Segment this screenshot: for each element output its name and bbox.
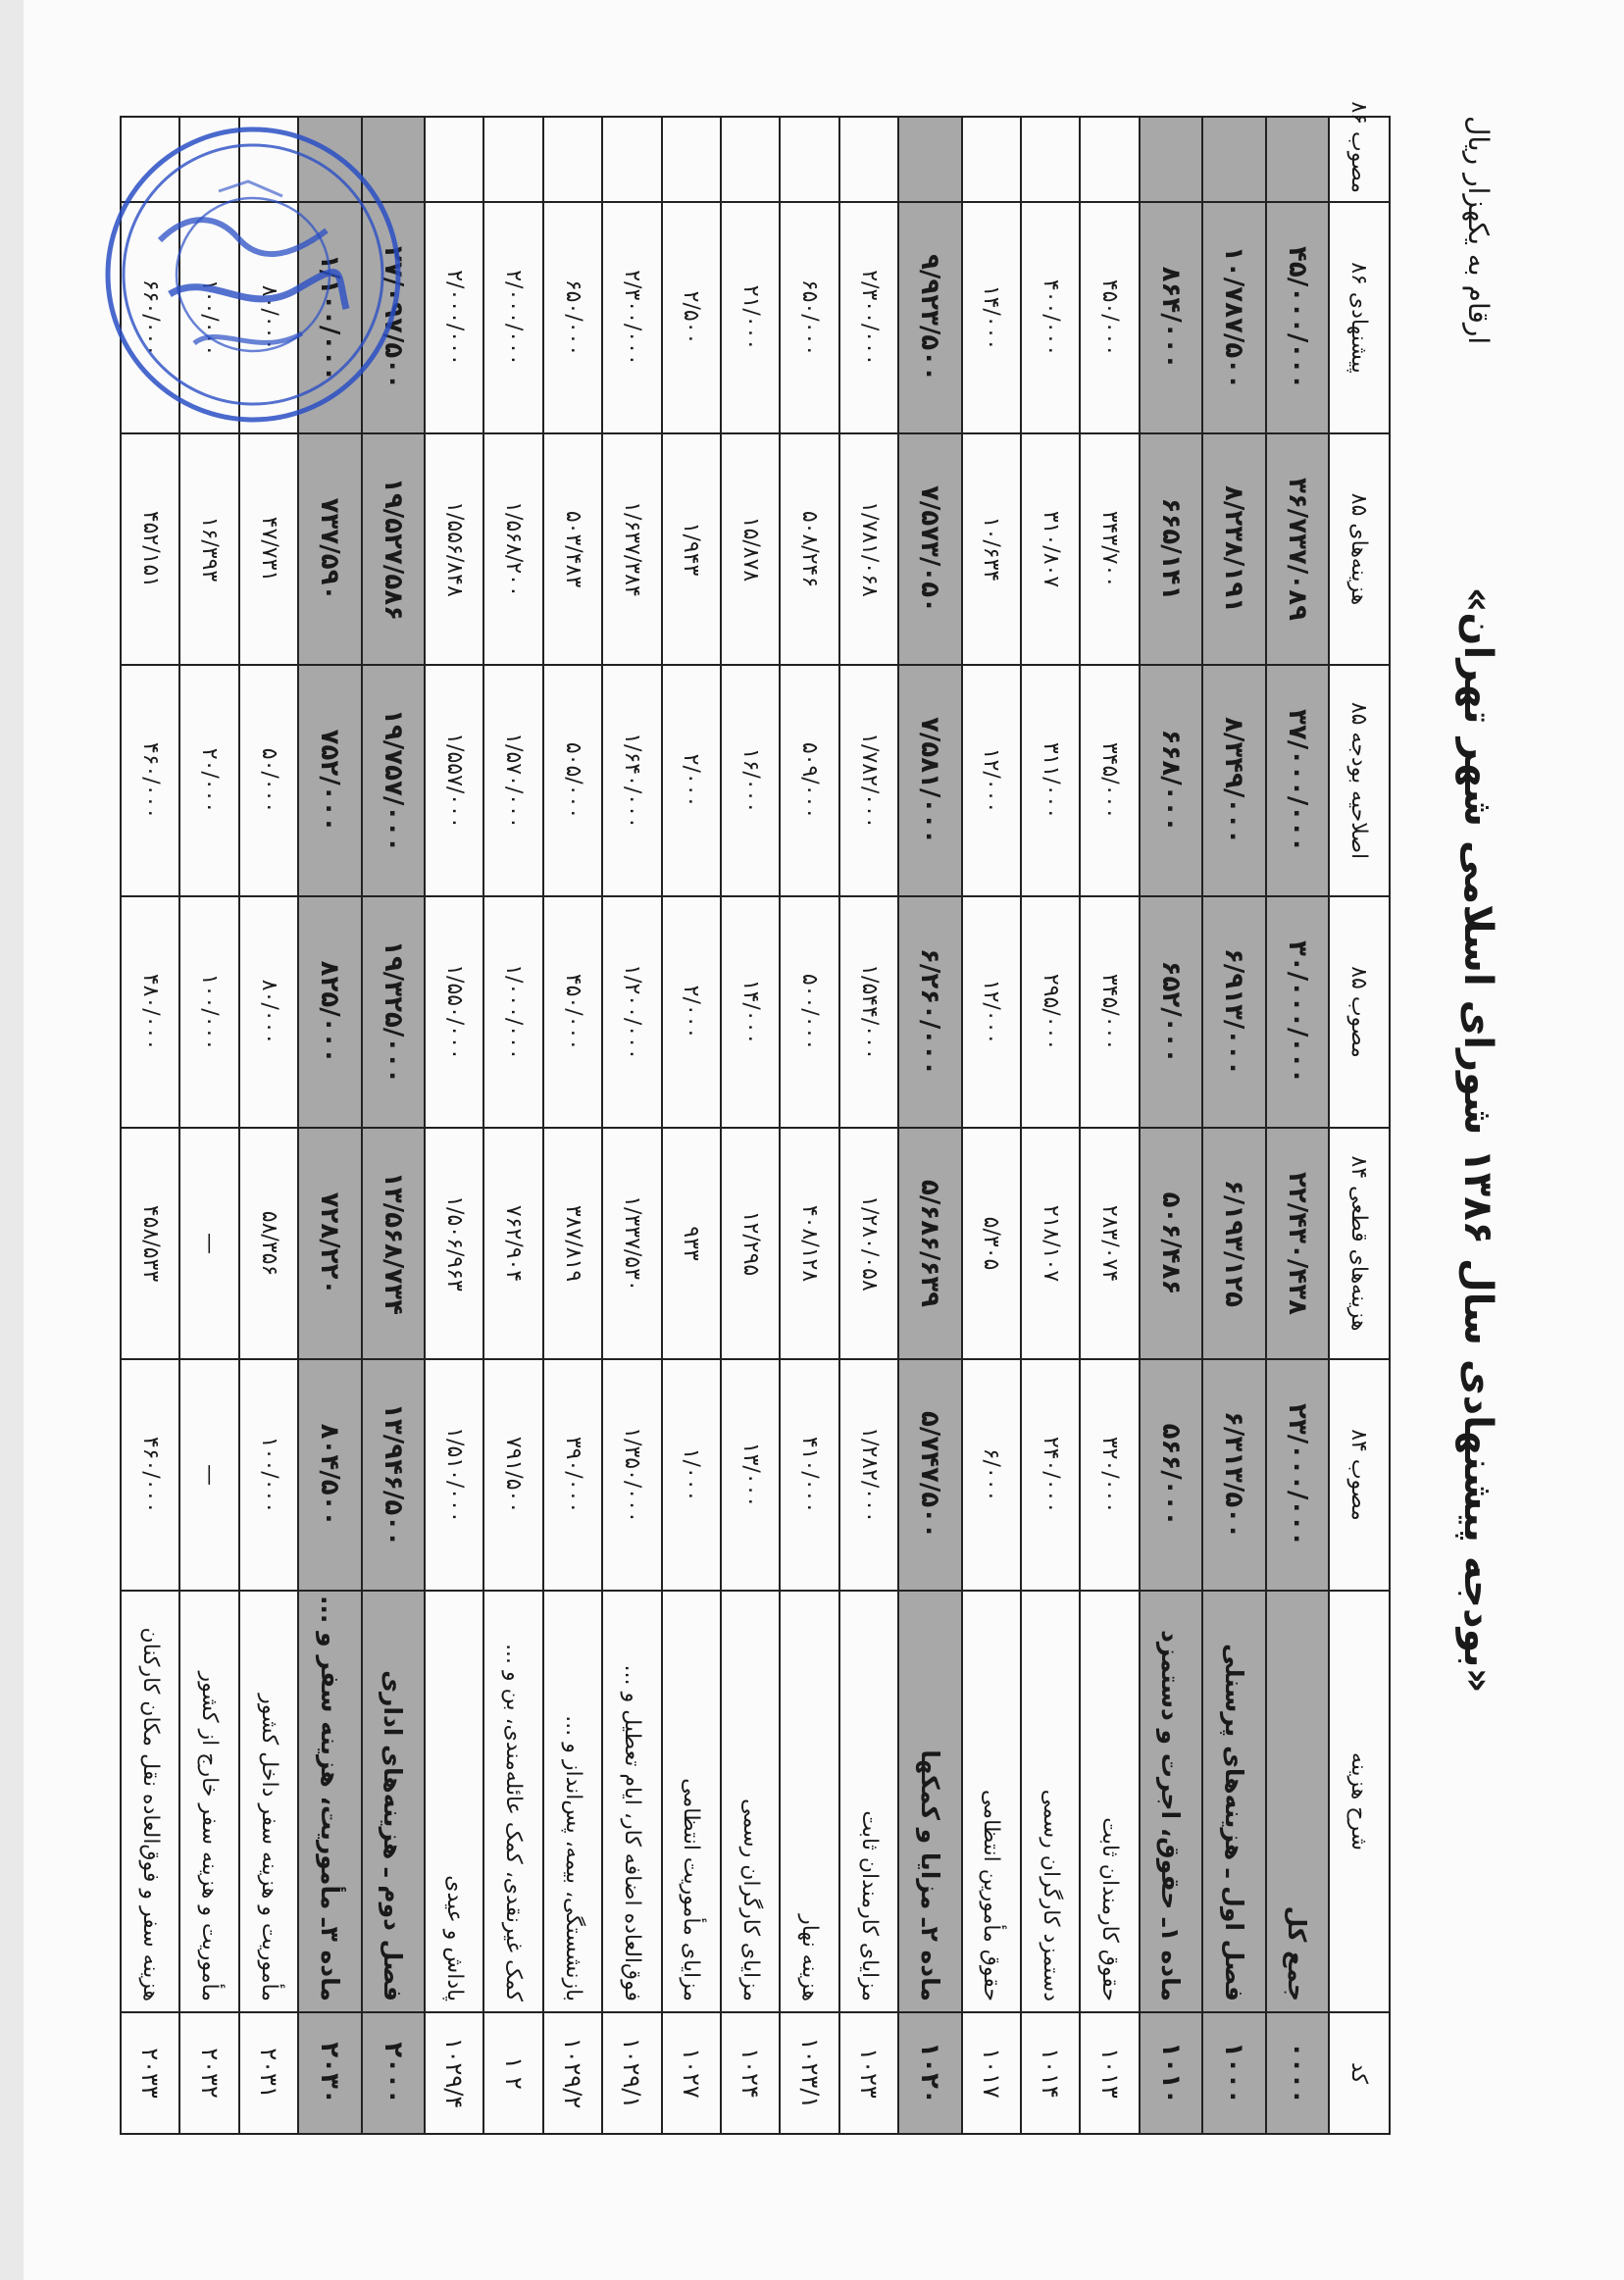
cell-approved-84: ۵/۷۴۷/۵۰۰ xyxy=(898,1359,961,1591)
cell-approved-86 xyxy=(1021,117,1080,202)
cell-actual-84: — xyxy=(179,1128,238,1359)
cell-actual-84: ۴۵۸/۵۳۳ xyxy=(121,1128,179,1359)
cell-approved-84: ۱/۰۰۰ xyxy=(662,1359,721,1591)
cell-description: بازنشستگی، بیمه، پس‌انداز و ... xyxy=(543,1591,602,2012)
cell-approved-85: ۱۰۰/۰۰۰ xyxy=(179,896,238,1128)
cell-description: مزایای کارمندان ثابت xyxy=(839,1591,898,2012)
cell-description: جمع کل xyxy=(1266,1591,1329,2012)
cell-proposed-86: ۴۵/۰۰۰/۰۰۰ xyxy=(1266,202,1329,433)
cell-approved-85: ۱/۵۵۰/۰۰۰ xyxy=(425,896,483,1128)
cell-proposed-86: ۲۱/۰۰۰ xyxy=(721,202,780,433)
cell-approved-84: — xyxy=(179,1359,238,1591)
cell-actual-84: ۱/۳۳۷/۵۳۰ xyxy=(602,1128,661,1359)
cell-approved-86 xyxy=(483,117,542,202)
cell-actual-84: ۷۲۸/۲۲۰ xyxy=(298,1128,361,1359)
cell-expenses-85: ۴۵۲/۱۵۱ xyxy=(121,433,179,665)
cell-amendment-85: ۱۹/۷۵۷/۰۰۰ xyxy=(362,665,425,896)
cell-expenses-85: ۶۶۵/۱۴۱ xyxy=(1140,433,1202,665)
cell-approved-84: ۲۴۰/۰۰۰ xyxy=(1021,1359,1080,1591)
units-note: ارقام به یکهزار ریال xyxy=(1462,116,1495,345)
cell-proposed-86: ۴۰۰/۰۰۰ xyxy=(1021,202,1080,433)
cell-approved-84: ۱۳/۹۴۶/۵۰۰ xyxy=(362,1359,425,1591)
cell-expenses-85: ۳۴۳/۷۰۰ xyxy=(1080,433,1139,665)
cell-expenses-85: ۱/۹۴۳ xyxy=(662,433,721,665)
cell-description: ماده ۳ـ مأموریت، هزینه سفر و ... xyxy=(298,1591,361,2012)
cell-approved-85: ۱/۵۴۴/۰۰۰ xyxy=(839,896,898,1128)
cell-code: ۲۰۳۰ xyxy=(298,2012,361,2134)
cell-amendment-85: ۲/۰۰۰ xyxy=(662,665,721,896)
cell-approved-86 xyxy=(543,117,602,202)
cell-approved-85: ۱۲/۰۰۰ xyxy=(962,896,1021,1128)
cell-approved-85: ۸۰/۰۰۰ xyxy=(239,896,298,1128)
cell-approved-85: ۳۰/۰۰۰/۰۰۰ xyxy=(1266,896,1329,1128)
cell-approved-85: ۶/۲۶۰/۰۰۰ xyxy=(898,896,961,1128)
cell-expenses-85: ۱/۶۳۷/۳۸۴ xyxy=(602,433,661,665)
cell-code: ۲۰۳۱ xyxy=(239,2012,298,2134)
cell-approved-84: ۱/۵۱۰/۰۰۰ xyxy=(425,1359,483,1591)
document-title: «بودجه پیشنهادی سال ۱۳۸۶ شورای اسلامی شهر تهران» xyxy=(1455,586,1500,1694)
cell-approved-85: ۶۵۲/۰۰۰ xyxy=(1140,896,1202,1128)
table-header-row xyxy=(1329,117,1390,2134)
table-row xyxy=(898,117,961,2134)
cell-description: هزینه نهار xyxy=(780,1591,838,2012)
cell-approved-85: ۱/۲۰۰/۰۰۰ xyxy=(602,896,661,1128)
header-expenses-85: هزینه‌های ۸۵ xyxy=(1329,433,1390,665)
cell-amendment-85: ۵۰۵/۰۰۰ xyxy=(543,665,602,896)
cell-approved-86 xyxy=(898,117,961,202)
cell-amendment-85: ۸/۳۴۹/۰۰۰ xyxy=(1202,665,1265,896)
cell-proposed-86: ۲/۵۰۰ xyxy=(662,202,721,433)
cell-code: ۱۰۱۰ xyxy=(1140,2012,1202,2134)
cell-code: ۰۰۰۰ xyxy=(1266,2012,1329,2134)
cell-description: فصل اول ـ هزینه‌های پرسنلی xyxy=(1202,1591,1265,2012)
table-row xyxy=(962,117,1021,2134)
cell-description: ماده ۱ـ حقوق، اجرت و دستمزد xyxy=(1140,1591,1202,2012)
cell-approved-86 xyxy=(1080,117,1139,202)
cell-expenses-85: ۱/۵۶۸/۲۰۰ xyxy=(483,433,542,665)
cell-code: ۱۰۲۰ xyxy=(898,2012,961,2134)
cell-approved-85: ۴۸۰/۰۰۰ xyxy=(121,896,179,1128)
cell-approved-84: ۵۶۶/۰۰۰ xyxy=(1140,1359,1202,1591)
cell-expenses-85: ۷۳۷/۵۹۰ xyxy=(298,433,361,665)
cell-proposed-86: ۲/۳۰۰/۰۰۰ xyxy=(839,202,898,433)
cell-amendment-85: ۳۷/۰۰۰/۰۰۰ xyxy=(1266,665,1329,896)
cell-description: حقوق کارمندان ثابت xyxy=(1080,1591,1139,2012)
cell-expenses-85: ۳۶/۷۳۷/۰۸۹ xyxy=(1266,433,1329,665)
cell-expenses-85: ۱۵/۸۷۸ xyxy=(721,433,780,665)
cell-approved-86 xyxy=(1140,117,1202,202)
table-row xyxy=(425,117,483,2134)
cell-amendment-85: ۱/۶۴۰/۰۰۰ xyxy=(602,665,661,896)
cell-amendment-85: ۶۶۸/۰۰۰ xyxy=(1140,665,1202,896)
cell-approved-84: ۸۰۴/۵۰۰ xyxy=(298,1359,361,1591)
header-code: کد xyxy=(1329,2012,1390,2134)
cell-proposed-86: ۶۵۰/۰۰۰ xyxy=(543,202,602,433)
cell-approved-86 xyxy=(425,117,483,202)
header-approved-85: مصوب ۸۵ xyxy=(1329,896,1390,1128)
table-row xyxy=(1080,117,1139,2134)
cell-proposed-86: ۱/۱۰۰/۰۰۰ xyxy=(298,202,361,433)
cell-expenses-85: ۳۱۰/۸۰۷ xyxy=(1021,433,1080,665)
cell-proposed-86: ۶۵۰/۰۰۰ xyxy=(780,202,838,433)
header-description: شرح هزینه xyxy=(1329,1591,1390,2012)
cell-amendment-85: ۱/۷۸۲/۰۰۰ xyxy=(839,665,898,896)
cell-amendment-85: ۷۵۲/۰۰۰ xyxy=(298,665,361,896)
cell-actual-84: ۲۱۸/۱۰۷ xyxy=(1021,1128,1080,1359)
cell-code: ۲۰۳۲ xyxy=(179,2012,238,2134)
cell-code: ۱۰۲۹/۱ xyxy=(602,2012,661,2134)
cell-amendment-85: ۱/۵۷۰/۰۰۰ xyxy=(483,665,542,896)
cell-proposed-86: ۱۰/۷۸۷/۵۰۰ xyxy=(1202,202,1265,433)
table-row xyxy=(602,117,661,2134)
cell-approved-85: ۴۵۰/۰۰۰ xyxy=(543,896,602,1128)
cell-description: فصل دوم ـ هزینه‌های اداری xyxy=(362,1591,425,2012)
cell-proposed-86: ۴۵۰/۰۰۰ xyxy=(1080,202,1139,433)
cell-approved-84: ۱۳/۰۰۰ xyxy=(721,1359,780,1591)
cell-actual-84: ۵۸/۳۵۶ xyxy=(239,1128,298,1359)
cell-amendment-85: ۴۶۰/۰۰۰ xyxy=(121,665,179,896)
cell-actual-84: ۲۲/۴۳۰/۴۳۸ xyxy=(1266,1128,1329,1359)
cell-approved-85: ۲/۰۰۰ xyxy=(662,896,721,1128)
cell-code: ۲۰۳۳ xyxy=(121,2012,179,2134)
cell-actual-84: ۱۲/۲۹۵ xyxy=(721,1128,780,1359)
cell-proposed-86: ۲/۳۰۰/۰۰۰ xyxy=(602,202,661,433)
cell-description: کمک غیرنقدی، کمک عائله‌مندی، بن و ... xyxy=(483,1591,542,2012)
cell-approved-84: ۶/۳۱۳/۵۰۰ xyxy=(1202,1359,1265,1591)
cell-actual-84: ۵۰۶/۴۸۶ xyxy=(1140,1128,1202,1359)
cell-approved-85: ۶/۹۱۳/۰۰۰ xyxy=(1202,896,1265,1128)
cell-approved-84: ۲۳/۰۰۰/۰۰۰ xyxy=(1266,1359,1329,1591)
cell-code: ۱۰۲۹/۴ xyxy=(425,2012,483,2134)
header-actual-84: هزینه‌های قطعی ۸۴ xyxy=(1329,1128,1390,1359)
table-row xyxy=(662,117,721,2134)
scan-edge xyxy=(0,0,24,2280)
cell-expenses-85: ۱/۷۸۱/۰۶۸ xyxy=(839,433,898,665)
cell-actual-84: ۴۰۸/۱۲۸ xyxy=(780,1128,838,1359)
cell-expenses-85: ۱۰/۶۳۴ xyxy=(962,433,1021,665)
cell-amendment-85: ۲۰/۰۰۰ xyxy=(179,665,238,896)
cell-approved-85: ۲۹۵/۰۰۰ xyxy=(1021,896,1080,1128)
cell-approved-86 xyxy=(721,117,780,202)
header-amendment-85: اصلاحیه بودجه ۸۵ xyxy=(1329,665,1390,896)
cell-code: ۱۰۲۷ xyxy=(662,2012,721,2134)
header-approved-84: مصوب ۸۴ xyxy=(1329,1359,1390,1591)
cell-amendment-85: ۳۱۱/۰۰۰ xyxy=(1021,665,1080,896)
cell-code: ۱۰۱۳ xyxy=(1080,2012,1139,2134)
cell-approved-84: ۷۹۱/۵۰۰ xyxy=(483,1359,542,1591)
cell-code: ۱۰۰۰ xyxy=(1202,2012,1265,2134)
cell-approved-85: ۳۴۵/۰۰۰ xyxy=(1080,896,1139,1128)
cell-amendment-85: ۷/۵۸۱/۰۰۰ xyxy=(898,665,961,896)
cell-approved-84: ۱/۲۸۲/۰۰۰ xyxy=(839,1359,898,1591)
cell-amendment-85: ۱۲/۰۰۰ xyxy=(962,665,1021,896)
cell-expenses-85: ۱۹/۵۲۷/۵۸۶ xyxy=(362,433,425,665)
cell-description: مزایای کارگران رسمی xyxy=(721,1591,780,2012)
cell-actual-84: ۲۸۳/۰۷۴ xyxy=(1080,1128,1139,1359)
cell-proposed-86: ۶۶۰/۰۰۰ xyxy=(121,202,179,433)
cell-proposed-86: ۱۰۰/۰۰۰ xyxy=(179,202,238,433)
cell-description: فوق‌العاده اضافه کار، ایام تعطیل و ... xyxy=(602,1591,661,2012)
cell-actual-84: ۷۶۲/۹۰۴ xyxy=(483,1128,542,1359)
cell-expenses-85: ۵۰۳/۴۸۳ xyxy=(543,433,602,665)
cell-description: پاداش و عیدی xyxy=(425,1591,483,2012)
cell-approved-86 xyxy=(1202,117,1265,202)
cell-actual-84: ۵/۶۸۶/۶۳۹ xyxy=(898,1128,961,1359)
cell-description: مأموریت و هزینه سفر داخل کشور xyxy=(239,1591,298,2012)
cell-expenses-85: ۷/۵۷۳/۰۵۰ xyxy=(898,433,961,665)
cell-expenses-85: ۱۶/۳۹۳ xyxy=(179,433,238,665)
cell-description: مأموریت و هزینه سفر خارج از کشور xyxy=(179,1591,238,2012)
official-seal-stamp xyxy=(101,123,405,427)
cell-code: ۱۰۲۳ xyxy=(839,2012,898,2134)
cell-approved-85: ۵۰۰/۰۰۰ xyxy=(780,896,838,1128)
cell-amendment-85: ۳۴۵/۰۰۰ xyxy=(1080,665,1139,896)
cell-code: ۱۰۲۹/۲ xyxy=(543,2012,602,2134)
cell-actual-84: ۱/۵۰۶/۹۶۳ xyxy=(425,1128,483,1359)
table-row xyxy=(483,117,542,2134)
cell-approved-86 xyxy=(602,117,661,202)
cell-actual-84: ۹۳۳ xyxy=(662,1128,721,1359)
cell-description: ماده ۲ـ مزایا و کمکها xyxy=(898,1591,961,2012)
cell-actual-84: ۱/۲۸۰/۰۵۸ xyxy=(839,1128,898,1359)
cell-approved-86 xyxy=(962,117,1021,202)
cell-approved-86 xyxy=(1266,117,1329,202)
cell-approved-84: ۳۲۰/۰۰۰ xyxy=(1080,1359,1139,1591)
table-row xyxy=(1202,117,1265,2134)
cell-code: ۱۰۲۳/۱ xyxy=(780,2012,838,2134)
cell-approved-86 xyxy=(662,117,721,202)
cell-code: ۱۰۱۷ xyxy=(962,2012,1021,2134)
table-row xyxy=(1266,117,1329,2134)
cell-actual-84: ۵/۳۰۵ xyxy=(962,1128,1021,1359)
cell-approved-84: ۳۹۰/۰۰۰ xyxy=(543,1359,602,1591)
cell-description: هزینه سفر و فوق‌العاده نقل مکان کارکنان xyxy=(121,1591,179,2012)
cell-approved-84: ۱۰۰/۰۰۰ xyxy=(239,1359,298,1591)
cell-expenses-85: ۸/۲۳۸/۱۹۱ xyxy=(1202,433,1265,665)
cell-amendment-85: ۵۰۹/۰۰۰ xyxy=(780,665,838,896)
cell-proposed-86: ۲/۰۰۰/۰۰۰ xyxy=(425,202,483,433)
cell-approved-85: ۸۲۵/۰۰۰ xyxy=(298,896,361,1128)
cell-approved-84: ۶/۰۰۰ xyxy=(962,1359,1021,1591)
cell-code: ۱۰۱۴ xyxy=(1021,2012,1080,2134)
table-row xyxy=(780,117,838,2134)
table-row xyxy=(721,117,780,2134)
cell-description: دستمزد کارگران رسمی xyxy=(1021,1591,1080,2012)
header-approved-86: مصوب ۸۶ xyxy=(1329,117,1390,202)
cell-approved-86 xyxy=(839,117,898,202)
cell-expenses-85: ۱/۵۵۶/۸۴۸ xyxy=(425,433,483,665)
cell-approved-86 xyxy=(780,117,838,202)
cell-amendment-85: ۵۰/۰۰۰ xyxy=(239,665,298,896)
cell-description: مزایای مأموریت انتظامی xyxy=(662,1591,721,2012)
table-row xyxy=(543,117,602,2134)
cell-proposed-86: ۲/۰۰۰/۰۰۰ xyxy=(483,202,542,433)
cell-proposed-86: ۸۶۴/۰۰۰ xyxy=(1140,202,1202,433)
cell-actual-84: ۶/۱۹۳/۱۲۵ xyxy=(1202,1128,1265,1359)
table-row xyxy=(1140,117,1202,2134)
cell-approved-85: ۱/۰۰۰/۰۰۰ xyxy=(483,896,542,1128)
cell-approved-84: ۴۱۰/۰۰۰ xyxy=(780,1359,838,1591)
header-proposed-86: پیشنهادی ۸۶ xyxy=(1329,202,1390,433)
cell-expenses-85: ۵۰۸/۲۴۶ xyxy=(780,433,838,665)
cell-approved-85: ۱۹/۳۲۵/۰۰۰ xyxy=(362,896,425,1128)
cell-proposed-86: ۸۰/۰۰۰ xyxy=(239,202,298,433)
cell-proposed-86: ۱۴/۰۰۰ xyxy=(962,202,1021,433)
cell-description: حقوق مأمورین انتظامی xyxy=(962,1591,1021,2012)
cell-code: ۲ ۱ xyxy=(483,2012,542,2134)
cell-expenses-85: ۴۷/۷۳۱ xyxy=(239,433,298,665)
cell-approved-84: ۴۶۰/۰۰۰ xyxy=(121,1359,179,1591)
cell-approved-85: ۱۴/۰۰۰ xyxy=(721,896,780,1128)
cell-amendment-85: ۱۶/۰۰۰ xyxy=(721,665,780,896)
cell-proposed-86: ۲۷/۰۹۷/۵۰۰ xyxy=(362,202,425,433)
table-row xyxy=(839,117,898,2134)
cell-amendment-85: ۱/۵۵۷/۰۰۰ xyxy=(425,665,483,896)
cell-code: ۱۰۲۴ xyxy=(721,2012,780,2134)
cell-proposed-86: ۹/۹۲۳/۵۰۰ xyxy=(898,202,961,433)
cell-code: ۲۰۰۰ xyxy=(362,2012,425,2134)
table-row xyxy=(1021,117,1080,2134)
cell-approved-84: ۱/۳۵۰/۰۰۰ xyxy=(602,1359,661,1591)
cell-actual-84: ۱۳/۵۶۸/۷۳۴ xyxy=(362,1128,425,1359)
cell-actual-84: ۳۸۷/۸۱۹ xyxy=(543,1128,602,1359)
